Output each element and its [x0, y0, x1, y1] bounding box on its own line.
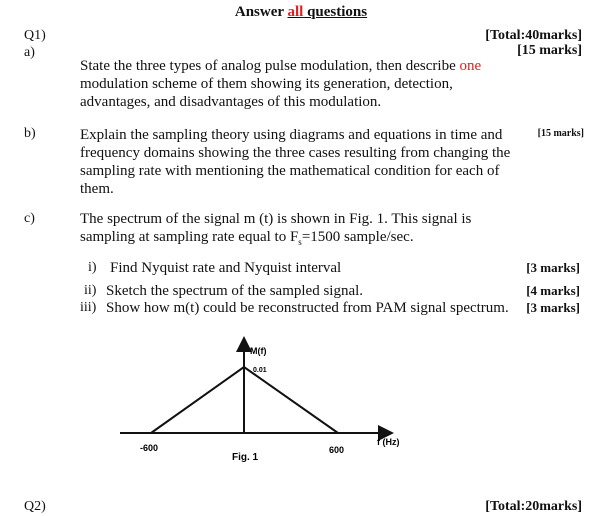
item-iii-num: iii): [80, 300, 97, 315]
part-a-text-pre: State the three types of analog pulse modulation, then describe: [80, 58, 460, 74]
item-ii-marks: [4 marks]: [526, 283, 580, 298]
item-ii-text: Sketch the spectrum of the sampled signal.: [106, 283, 364, 299]
q2-total-marks: [Total:20marks]: [485, 499, 582, 514]
item-i-text: Find Nyquist rate and Nyquist interval: [110, 260, 342, 276]
part-a-text-highlight: one: [459, 58, 482, 74]
part-c-text: [80, 210, 500, 251]
peak-label: 0.01: [253, 367, 267, 374]
heading-post: questions: [303, 4, 368, 20]
left-tick-label: -600: [140, 443, 159, 453]
part-a-marks: [15 marks]: [517, 43, 582, 58]
part-a-label: a): [24, 45, 35, 60]
item-iii-text: Show how m(t) could be reconstructed from PAM signal spectrum.: [106, 300, 509, 316]
part-c-text-sub: s: [298, 237, 302, 247]
q2-label: Q2): [24, 499, 46, 514]
y-axis-label: M(f): [250, 346, 267, 356]
part-c-label: c): [24, 211, 35, 226]
part-c-text-pre: The spectrum of the signal m (t) is shown in Fig. 1. This signal is sampling at sampling rate equal to F: [80, 211, 472, 245]
spectrum-figure: [100, 330, 420, 470]
heading-pre: Answer: [234, 4, 288, 20]
part-b-marks: [15 marks]: [537, 128, 584, 139]
right-tick-label: 600: [329, 445, 345, 455]
heading-highlight: all: [287, 4, 304, 20]
q1-total-marks: [Total:40marks]: [485, 28, 582, 43]
item-ii-num: ii): [84, 283, 97, 298]
x-axis-label: f (Hz): [377, 437, 400, 447]
figure-caption: Fig. 1: [232, 452, 259, 463]
page-heading: [0, 4, 602, 21]
q1-label: Q1): [24, 28, 46, 43]
part-b-label: b): [24, 126, 36, 141]
part-b-text: Explain the sampling theory using diagrams and equations in time and frequency domains showing the three cases resulting from changing the sampling rate with mentioning the mathematical condition for each of them.: [80, 127, 511, 197]
part-c-text-post: =1500 sample/sec.: [301, 229, 414, 245]
item-iii-marks: [3 marks]: [526, 300, 580, 315]
part-a-text-post: modulation scheme of them showing its generation, detection, advantages, and disadvantages of this modulation.: [80, 76, 453, 110]
item-i-num: i): [88, 260, 97, 275]
item-i-marks: [3 marks]: [526, 260, 580, 275]
part-a-text: [80, 57, 500, 111]
